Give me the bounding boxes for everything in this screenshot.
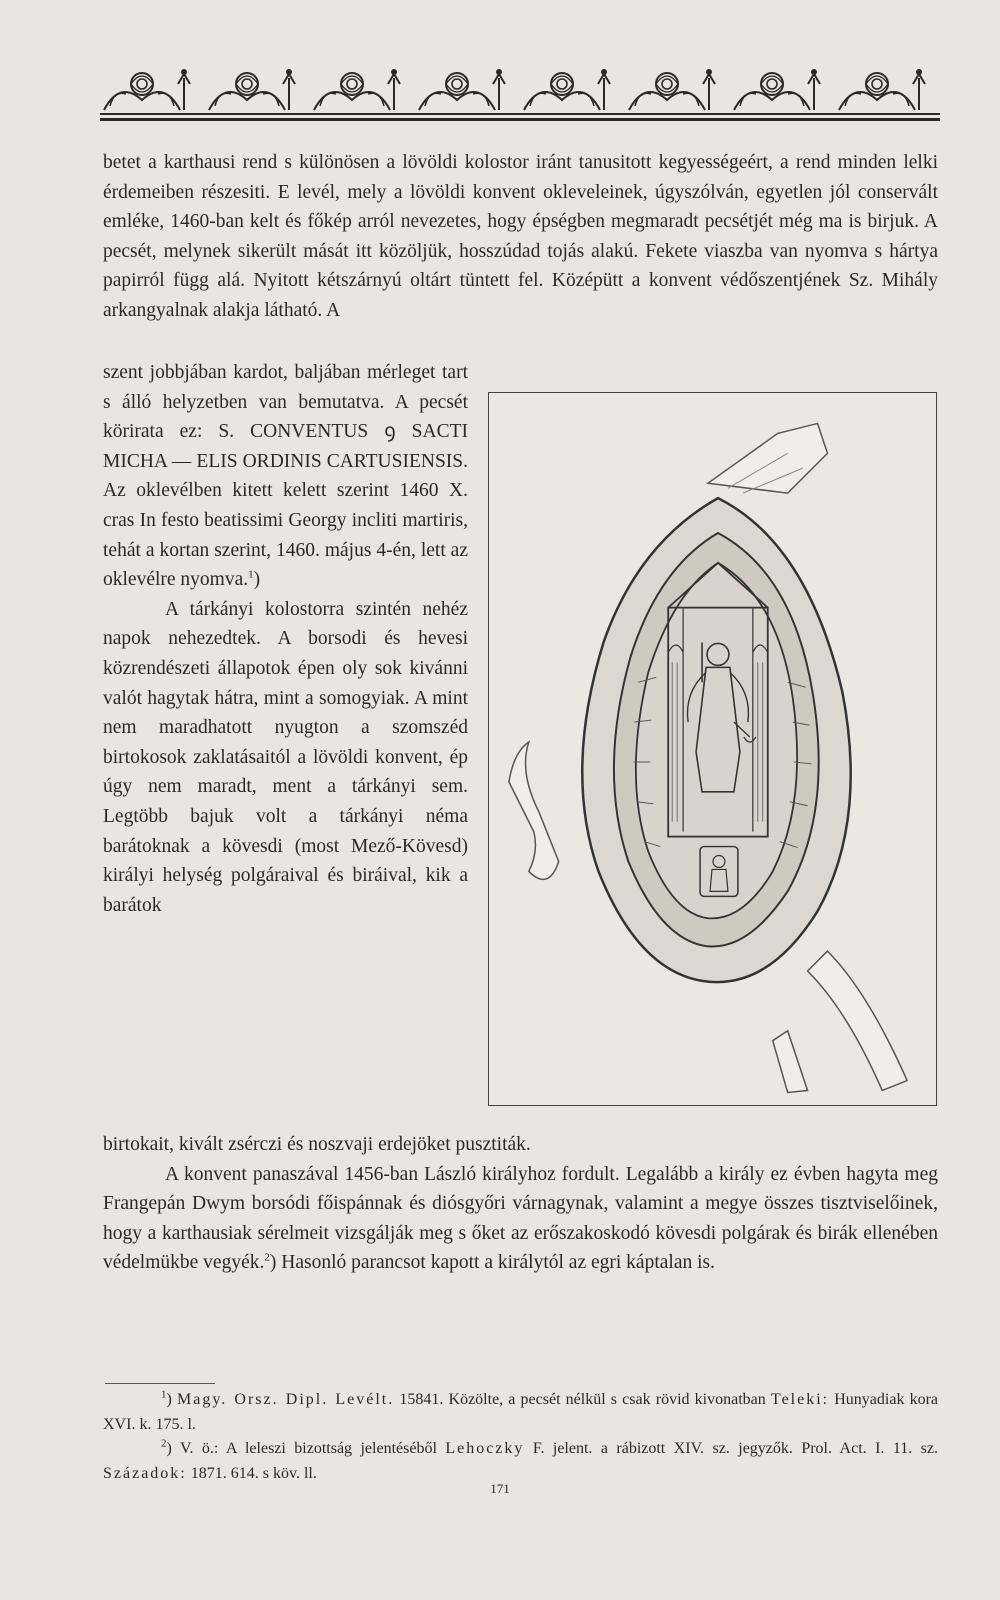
footnote-1-mark: 1 xyxy=(161,1388,167,1401)
seal-illustration-icon xyxy=(489,393,936,1105)
header-rule xyxy=(100,118,940,121)
body-paragraph-3-end: birtokait, kivált zsérczi és noszvaji erdejöket pusztiták. xyxy=(103,1134,531,1155)
footnote-1-source: Magy. Orsz. Dipl. Levélt. xyxy=(176,1391,395,1408)
footnote-ref-1: 1 xyxy=(248,568,254,581)
footnote-1-author: Teleki: xyxy=(770,1391,830,1408)
body-paragraph-1: betet a karthausi rend s különösen a lövöldi kolostor iránt tanusitott kegyességeért, a rend minden lelki érdemeiben részesiti. E levél, mely a lövöldi konvent okleveleinek, úgyszólván, egyetlen jól conservált emléke, 1460-ban kelt és főkép arról nevezetes, hogy épségben megmaradt pecsétjét még ma is birjuk. A pecsét, melynek sikerült mását itt közöljük, hosszúdad tojás alakú. Fekete viaszba van nyomva s hártya papirról függ alá. Nyitott kétszárnyú oltárt tüntett fel. Középütt a konvent védőszentjének Sz. Mihály arkangyalnak alakja látható. A xyxy=(103,152,938,321)
page-number: 171 xyxy=(490,1481,510,1496)
footnote-1 xyxy=(103,1388,938,1437)
body-paragraph-2: szent jobbjában kardot, baljában mérleget tart s álló helyzetben van bemutatva. A pecsét körirata ez: S. CONVENTUS ꝯ SACTI MICHA — ELIS ORDINIS CARTUSIENSIS. Az oklevélben kitett kelett szerint 1460 X. cras In festo beatissimi Georgy incliti martiris, tehát a kortan szerint, 1460. május 4-én, lett az oklevélre nyomva. xyxy=(103,362,468,591)
footnote-2-ref: 1871. 614. s köv. ll. xyxy=(186,1464,317,1482)
footnote-2-author: Lehoczky xyxy=(445,1440,525,1457)
footnote-2-mark: 2 xyxy=(161,1437,167,1450)
footnote-ref-1-close: ) xyxy=(253,569,261,591)
footnote-divider xyxy=(105,1383,215,1384)
body-paragraph-4-tail: ) Hasonló parancsot kapott a királytól az egri káptalan is. xyxy=(269,1252,715,1274)
body-paragraph-3: A tárkányi kolostorra szintén nehéz napok nehezedtek. A borsodi és hevesi közrendészeti állapotok épen oly sok kivánni valót hagytak hátra, mint a somogyiak. A mint nem maradhatott nyugton a szomszéd birtokosok zaklatásaitól a lövöldi konvent, ép úgy nem maradt, ment a tárkányi sem. Legtöbb bajuk volt a tárkányi néma barátoknak a kövesdi (most Mező-Kövesd) királyi helység polgáraival és biráival, kik a barátok xyxy=(103,598,468,916)
footnote-1-open: ) xyxy=(166,1391,177,1408)
floral-border-icon xyxy=(100,60,940,116)
seal-figure xyxy=(488,392,937,1106)
footnote-1-text: 15841. Közölte, a pecsét nélkül s csak rövid kivonatban xyxy=(394,1391,771,1408)
footnote-2-journal: Századok: xyxy=(103,1464,187,1482)
footnote-2-text-2: F. jelent. a rábizott XIV. sz. jegyzők. Prol. Act. I. 11. sz. xyxy=(524,1440,938,1457)
footnotes xyxy=(103,1388,938,1486)
footnote-ref-2: 2 xyxy=(264,1251,270,1264)
footnote-1-ref: Hunyadiak kora XVI. k. 175. l. xyxy=(103,1391,939,1433)
body-column-text xyxy=(103,358,468,920)
body-paragraph-4-block xyxy=(103,1130,938,1278)
footnote-2 xyxy=(103,1437,938,1486)
footnote-2-text: ) V. ö.: A leleszi bizottság jelentéséből xyxy=(166,1440,446,1457)
body-paragraph-4: A konvent panaszával 1456-ban László királyhoz fordult. Legalább a király ez évben hagyta meg Frangepán Dwym borsódi főispánnak és diósgyőri várnagynak, valamint a megye összes tisztviselőinek, hogy a karthausiak sérelmeit vizsgálják meg s őket az erőszakoskodó kövesdi polgárak és birák ellenében védelmükbe vegyék. xyxy=(103,1163,938,1274)
